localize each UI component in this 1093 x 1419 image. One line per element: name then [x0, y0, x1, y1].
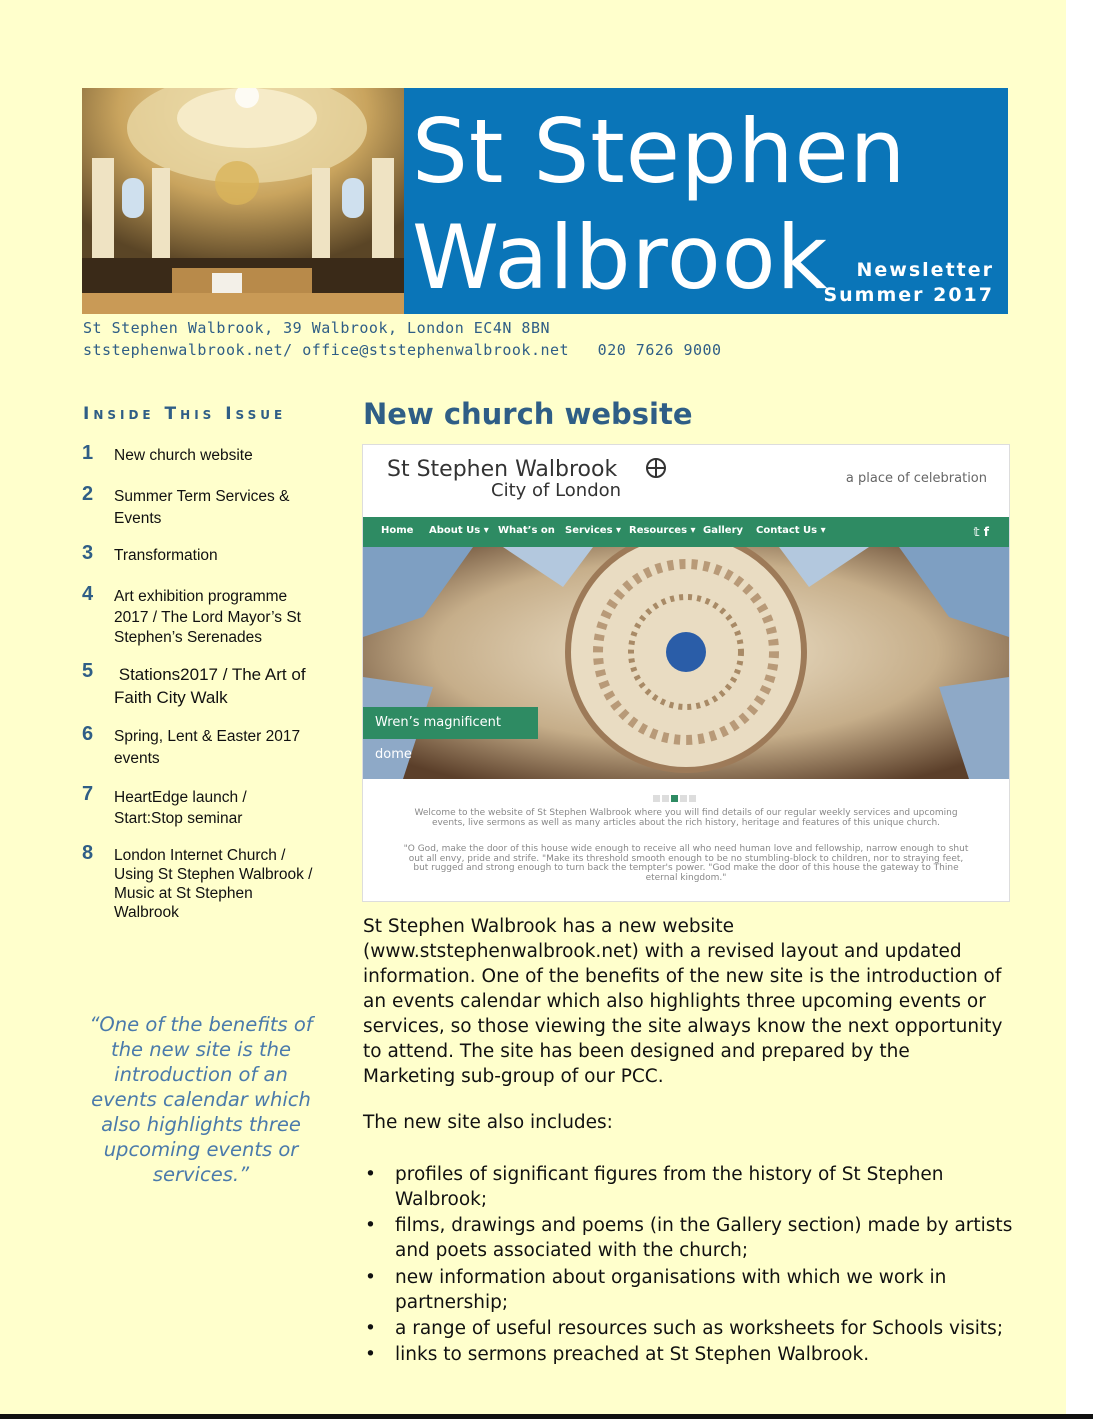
website-nav-services: Services ▾ [565, 525, 622, 536]
toc-item-number: 4 [82, 583, 94, 605]
dome-banner-image [363, 547, 1009, 779]
toc-item-number: 8 [82, 842, 94, 864]
bullet-icon: • [365, 1344, 376, 1365]
website-nav-contact: Contact Us ▾ [756, 525, 826, 536]
carousel-dots [653, 787, 698, 806]
toc-heading-text: Inside This Issue [83, 404, 287, 424]
toc-item-label: London Internet Church / Using St Stephen Walbrook / Music at St Stephen Walbrook [114, 847, 313, 921]
carousel-dot [653, 795, 660, 802]
masthead [82, 88, 1008, 314]
website-welcome-text: Welcome to the website of St Stephen Walbrook where you will find details of our regular weekly services and upcoming events, live sermons as well as many articles about the rich history, heritage and features of this unique church. [414, 808, 958, 828]
newsletter-edition [823, 258, 994, 308]
toc-item-label: Art exhibition programme 2017 / The Lord Mayor’s St Stephen’s Serenades [114, 588, 301, 646]
toc-item-number: 7 [82, 783, 94, 805]
carousel-dot [689, 795, 696, 802]
bottom-border [0, 1414, 1093, 1419]
list-item-text: new information about organisations with which we work in partnership; [395, 1267, 947, 1313]
toc-item-label: Stations2017 / The Art of Faith City Walk [114, 665, 311, 707]
banner-caption: Wren’s magnificent dome [363, 707, 538, 739]
carousel-dot [662, 795, 669, 802]
pull-quote: “One of the benefits of the new site is the introduction of an events calendar which also highlights three upcoming events or services.” [89, 1013, 313, 1186]
website-nav-home: Home [381, 525, 414, 536]
bullet-icon: • [365, 1318, 376, 1339]
article-paragraph: St Stephen Walbrook has a new website (www.ststephenwalbrook.net) with a revised layout and updated information. One of the benefits of the new site is the introduction of an events calendar which also highlights three upcoming events or services, so those viewing the site always know the next opportunity to attend. The site has been designed and prepared by the Marketing sub-group of our PCC. [363, 916, 1003, 1087]
toc-heading [83, 404, 286, 424]
website-nav-about: About Us ▾ [429, 525, 489, 536]
web-contact-line: ststephenwalbrook.net/ office@ststephenwalbrook.net 020 7626 9000 [83, 341, 722, 359]
toc-item-number: 6 [82, 723, 94, 745]
carousel-dot [680, 795, 687, 802]
website-nav-gallery: Gallery [703, 525, 744, 536]
website-logo-line1: St Stephen Walbrook [387, 457, 618, 482]
website-logo-line2: City of London [491, 480, 622, 501]
address-line: St Stephen Walbrook, 39 Walbrook, London EC4N 8BN [83, 319, 551, 337]
carousel-dot-active [671, 795, 678, 802]
toc-item-number: 3 [82, 542, 94, 564]
toc-item-label: HeartEdge launch / Start:Stop seminar [114, 789, 247, 827]
website-logo [387, 459, 621, 501]
toc-item-label: Transformation [114, 547, 218, 564]
website-nav-bar [363, 517, 1009, 547]
website-nav-whats-on: What’s on [498, 525, 555, 536]
list-intro: The new site also includes: [363, 1112, 613, 1133]
masthead-title-line2: Walbrook [412, 206, 829, 309]
list-item-text: a range of useful resources such as worksheets for Schools visits; [395, 1318, 1004, 1339]
toc-item-label: Summer Term Services & Events [114, 488, 290, 527]
masthead-title-line1: St Stephen [412, 100, 907, 203]
church-interior-photo [82, 88, 404, 314]
website-screenshot [362, 444, 1010, 902]
contact-block [83, 317, 722, 361]
toc-item-label: New church website [114, 447, 253, 464]
bullet-icon: • [365, 1164, 376, 1185]
list-item-text: films, drawings and poems (in the Gallery section) made by artists and poets associated with the church; [395, 1215, 1013, 1261]
list-item-text: links to sermons preached at St Stephen Walbrook. [395, 1344, 870, 1365]
edition-label: Summer 2017 [823, 284, 994, 306]
article-title: New church website [363, 397, 693, 431]
toc-item-number: 5 [82, 660, 94, 682]
website-nav-resources: Resources ▾ [629, 525, 696, 536]
website-prayer-text: "O God, make the door of this house wide enough to receive all who need human love and fellowship, narrow enough to shut out all envy, pride and strife. "Make its threshold smooth enough to be no stumbling-block to children, nor to straying feet, but rugged and strong enough to turn back the tempter's power. "God make the door of this house the gateway to Thine eternal kingdom." [403, 844, 969, 883]
list-item-text: profiles of significant figures from the history of St Stephen Walbrook; [395, 1164, 944, 1210]
toc-item-label: Spring, Lent & Easter 2017 events [114, 728, 301, 767]
toc-item-number: 1 [82, 442, 94, 464]
bullet-icon: • [365, 1267, 376, 1288]
social-icons: 𝕥 f [973, 525, 989, 539]
newsletter-label: Newsletter [856, 259, 994, 281]
cross-logo-icon [645, 457, 667, 479]
bullet-icon: • [365, 1215, 376, 1236]
toc-item-number: 2 [82, 483, 94, 505]
website-tagline: a place of celebration [845, 471, 987, 486]
